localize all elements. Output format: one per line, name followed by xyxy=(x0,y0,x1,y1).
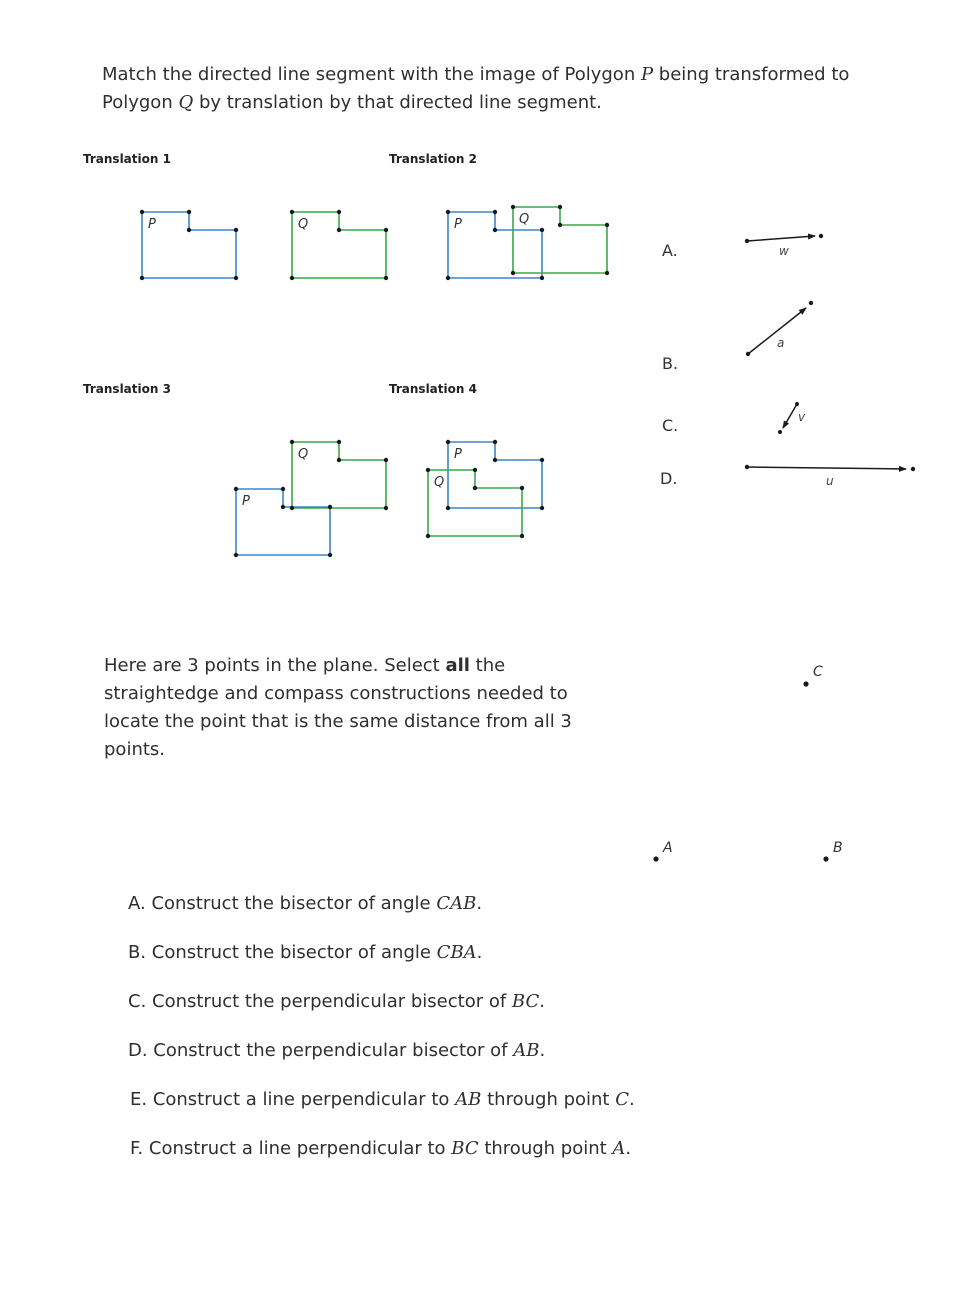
vector-u-label: u xyxy=(826,474,834,488)
label-q: Q xyxy=(434,475,445,490)
label-q: Q xyxy=(298,217,309,232)
point-c xyxy=(803,664,823,687)
option-b-letter: B. xyxy=(662,354,679,373)
label-p: P xyxy=(148,217,156,232)
translation-1-label: Translation 1 xyxy=(83,152,171,166)
point-a-label: A xyxy=(663,840,673,856)
option-c-letter: C. xyxy=(662,416,679,435)
vector-a xyxy=(746,301,813,356)
translation-2-label: Translation 2 xyxy=(389,152,477,166)
polygon-p xyxy=(236,489,330,555)
translation-4-figure xyxy=(426,440,544,538)
vector-u xyxy=(745,465,915,488)
vector-a-label: a xyxy=(777,336,785,350)
translation-4-label: Translation 4 xyxy=(389,382,477,396)
vector-w-label: w xyxy=(779,244,789,258)
vector-v-label: v xyxy=(798,410,806,424)
point-b xyxy=(823,840,842,862)
choice-c[interactable]: C. Construct the perpendicular bisector of BC. xyxy=(128,991,545,1012)
label-p: P xyxy=(454,217,462,232)
translation-1-figure xyxy=(140,210,388,280)
polygon-p xyxy=(448,442,542,508)
translation-3-label: Translation 3 xyxy=(83,382,171,396)
var-p: P xyxy=(640,64,654,85)
label-q: Q xyxy=(298,447,309,462)
label-p: P xyxy=(454,447,462,462)
translation-3-figure xyxy=(234,440,388,557)
point-c-label: C xyxy=(813,664,823,680)
question-1-prompt: Match the directed line segment with the image of Polygon P being transformed to Polygon Q by translation by that directed line segment. xyxy=(102,64,850,113)
question-2-prompt: Here are 3 points in the plane. Select all the straightedge and compass constructions needed to locate the point that is the same distance from all 3 points. xyxy=(104,655,572,760)
translation-2-figure xyxy=(446,205,609,280)
choice-e[interactable]: E. Construct a line perpendicular to AB through point C. xyxy=(130,1089,635,1110)
choice-a[interactable]: A. Construct the bisector of angle CAB. xyxy=(128,893,483,914)
choice-f[interactable]: F. Construct a line perpendicular to BC through point A. xyxy=(130,1138,632,1159)
label-p: P xyxy=(242,494,250,509)
choice-d[interactable]: D. Construct the perpendicular bisector of AB. xyxy=(128,1040,546,1061)
option-a-letter: A. xyxy=(662,241,678,260)
polygon-p xyxy=(142,212,236,278)
var-q: Q xyxy=(178,92,194,113)
vector-w xyxy=(745,234,823,258)
vector-v xyxy=(778,402,806,434)
choice-b[interactable]: B. Construct the bisector of angle CBA. xyxy=(128,942,483,963)
point-a xyxy=(653,840,672,862)
label-q: Q xyxy=(519,212,530,227)
point-b-label: B xyxy=(833,840,843,856)
option-d-letter: D. xyxy=(660,469,678,488)
